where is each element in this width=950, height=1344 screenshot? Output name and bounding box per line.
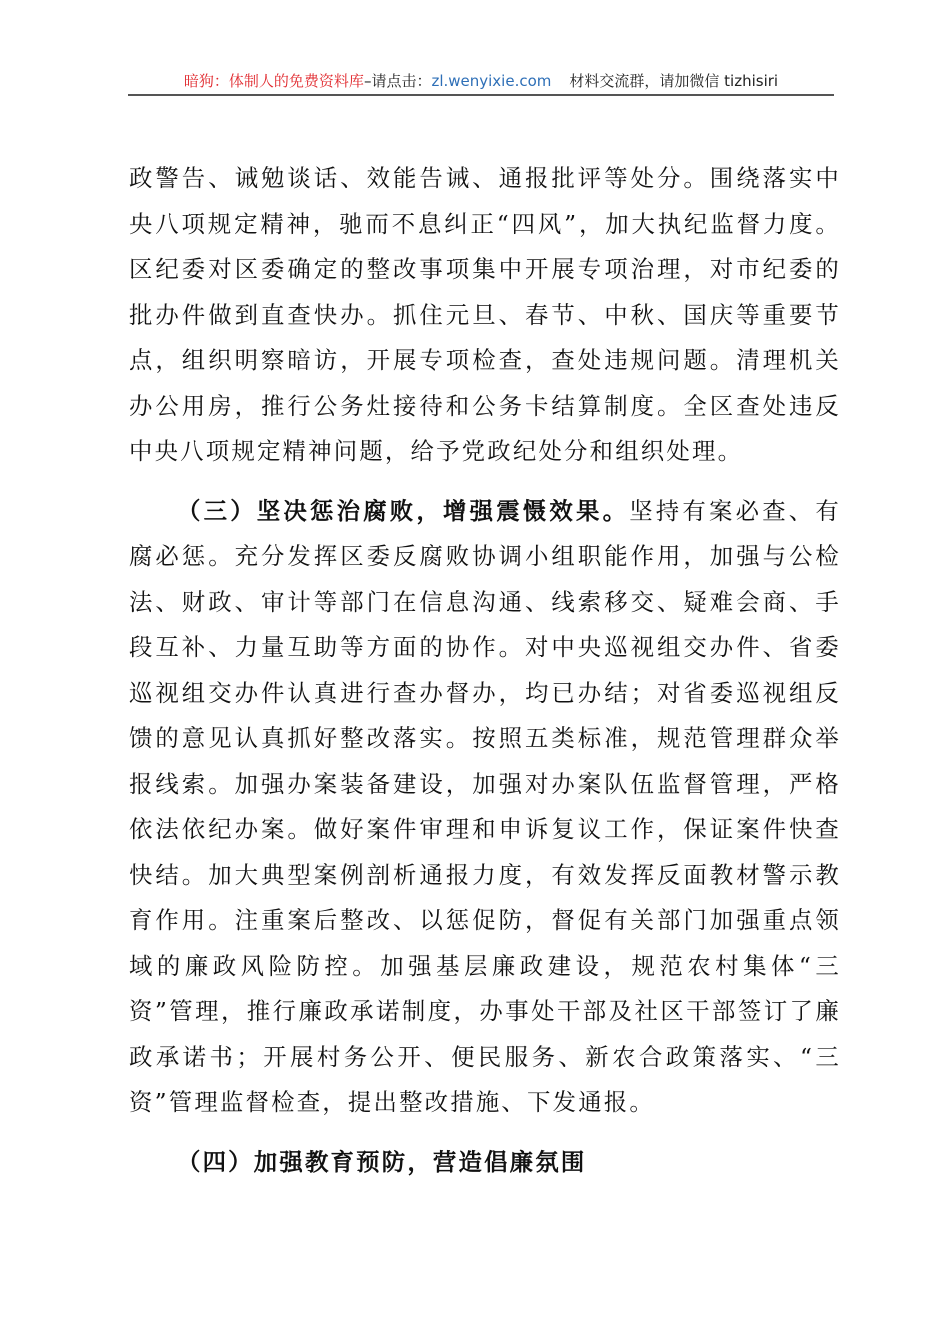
header-prompt: –请点击： xyxy=(363,72,432,90)
paragraph-text: 坚持有案必查、有腐必惩。充分发挥区委反腐败协调小组职能作用，加强与公检法、财政、审计等部门在信息沟通、线索移交、疑难会商、手段互补、力量互助等方面的协作。对中央巡视组交办件、省委巡视组交办件认真进行查办督办，均已办结；对省委巡视组反馈的意见认真抓好整改落实。按照五类标准，规范管理群众举报线索。加强办案装备建设，加强对办案队伍监督管理，严格依法依纪办案。做好案件审理和申诉复议工作，保证案件快查快结。加大典型案例剖析通报力度，有效发挥反面教材警示教育作用。注重案后整改、以惩促防，督促有关部门加强重点领域的廉政风险防控。加强基层廉政建设，规范农村集体“三资”管理，推行廉政承诺制度，办事处干部及社区干部签订了廉政承诺书；开展村务公开、便民服务、新农合政策落实、“三资”管理监督检查，提出整改措施、下发通报。 xyxy=(129,496,841,1116)
paragraph-text: 政警告、诫勉谈话、效能告诫、通报批评等处分。围绕落实中央八项规定精神，驰而不息纠正“四风”，加大执纪监督力度。区纪委对区委确定的整改事项集中开展专项治理，对市纪委的批办件做到直查快办。抓住元旦、春节、中秋、国庆等重要节点，组织明察暗访，开展专项检查，查处违规问题。清理机关办公用房，推行公务灶接待和公务卡结算制度。全区查处违反中央八项规定精神问题，给予党政纪处分和组织处理。 xyxy=(129,164,841,465)
paragraph-section-4 xyxy=(129,1140,841,1186)
header-url-link[interactable]: zl.wenyixie.com xyxy=(431,72,552,90)
paragraph-spacer xyxy=(129,1126,841,1140)
page-header xyxy=(128,70,834,96)
paragraph-spacer xyxy=(129,475,841,489)
section-heading-4: （四）加强教育预防，营造倡廉氛围 xyxy=(177,1147,587,1176)
header-divider xyxy=(128,94,834,96)
section-heading-3: （三）坚决惩治腐败，增强震慑效果。 xyxy=(177,496,630,525)
paragraph-section-3 xyxy=(129,489,841,1126)
header-contact: 材料交流群，请加微信 tizhisiri xyxy=(569,72,779,90)
document-body xyxy=(129,156,841,1185)
paragraph-continuation xyxy=(129,156,841,475)
header-brand: 暗狗：体制人的免费资料库 xyxy=(183,72,364,90)
